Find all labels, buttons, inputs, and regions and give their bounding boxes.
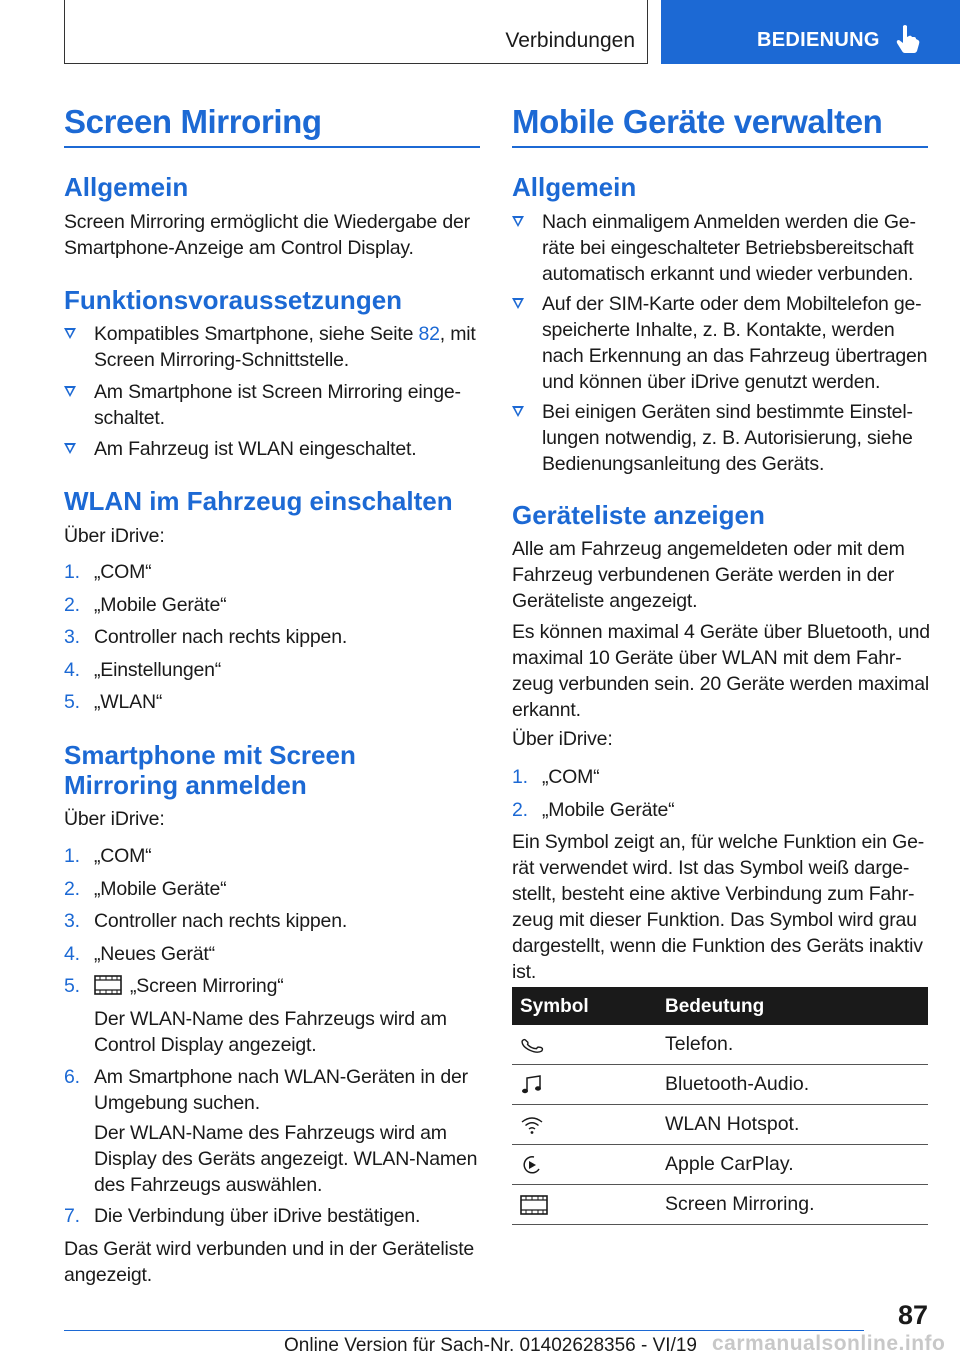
list-item: Bei einigen Geräten sind bestimmte Einstellungen notwendig, z. B. Autorisierung, siehe Bedienungsanleitung des Geräts.: [512, 399, 930, 477]
step-note: Der WLAN-Name des Fahrzeugs wird am Display des Geräts angezeigt. WLAN-Namen des Fahrzeugs auswählen.: [94, 1122, 478, 1196]
heading-allgemein-left: Allgemein: [64, 172, 189, 202]
register-outro: Das Gerät wird verbunden und in der Geräteliste angezeigt.: [64, 1238, 475, 1286]
screen-mirroring-icon: [94, 975, 122, 995]
list-item: Kompatibles Smartphone, siehe Seite 82, mit Screen Mirroring-Schnittstelle.: [64, 321, 484, 373]
table-header-meaning: Bedeutung: [665, 996, 765, 1017]
wifi-icon: [520, 1115, 544, 1135]
music-note-icon: [520, 1075, 544, 1095]
heading-register-line1: Smartphone mit Screen: [64, 740, 356, 770]
step-item: 2. „Mobile Geräte“: [64, 878, 227, 900]
title-rule: [64, 146, 480, 148]
screen-mirroring-icon: [520, 1195, 548, 1215]
step-item: 6. Am Smartphone nach WLAN-Geräten in der Umgebung suchen.: [64, 1066, 468, 1114]
triangle-bullet-icon: [512, 216, 524, 227]
table-header: [512, 987, 928, 1025]
wlan-intro: Über iDrive:: [64, 525, 165, 547]
heading-allgemein-right: Allgemein: [512, 172, 637, 202]
device-list-p1: Alle am Fahrzeug angemeldeten oder mit dem Fahrzeug verbundenen Geräte werden in der Geräteliste angezeigt.: [512, 538, 905, 612]
step-item: 5. „Screen Mirroring“: [64, 975, 284, 997]
table-row: Screen Mirroring.: [512, 1185, 928, 1225]
triangle-bullet-icon: [64, 443, 76, 454]
header-chapter-tab: [661, 0, 960, 64]
list-item: Am Smartphone ist Screen Mirroring eingeschaltet.: [64, 379, 484, 431]
page-title-mobile-devices: Mobile Geräte verwalten: [512, 103, 883, 140]
table-row: Telefon.: [512, 1025, 928, 1065]
footer-text: Online Version für Sach-Nr. 01402628356 - VI/19: [284, 1335, 697, 1356]
phone-icon: [520, 1035, 544, 1055]
header-section-tab: [64, 0, 648, 64]
header-chapter-label: BEDIENUNG: [757, 29, 880, 51]
hand-pointer-icon: [894, 24, 920, 54]
step-item: 2. „Mobile Geräte“: [64, 594, 227, 616]
list-item: Nach einmaligem Anmelden werden die Geräte bei eingeschalteter Betriebsbereitschaft automatisch erkannt und wieder verbunden.: [512, 209, 930, 287]
triangle-bullet-icon: [512, 406, 524, 417]
general-text: Screen Mirroring ermöglicht die Wiedergabe der Smartphone-Anzeige am Control Display.: [64, 211, 470, 259]
heading-device-list: Geräteliste anzeigen: [512, 500, 765, 530]
table-row: Bluetooth-Audio.: [512, 1065, 928, 1105]
step-item: 4. „Neues Gerät“: [64, 943, 215, 965]
step-note: Der WLAN-Name des Fahrzeugs wird am Control Display angezeigt.: [94, 1008, 447, 1056]
table-row: Apple CarPlay.: [512, 1145, 928, 1185]
step-item: 7. Die Verbindung über iDrive bestätigen.: [64, 1205, 421, 1227]
watermark: carmanualsonline.info: [712, 1332, 946, 1355]
step-item: 1. „COM“: [64, 561, 152, 583]
heading-wlan: WLAN im Fahrzeug einschalten: [64, 486, 453, 516]
footer-rule: [64, 1330, 864, 1331]
device-list-p3: Ein Symbol zeigt an, für welche Funktion ein Gerät verwendet wird. Ist das Symbol weiß dargestellt, besteht eine aktive Verbindung zum Fahrzeug mit dieser Funktion. Das Symbol wird grau dargestellt, wenn die Funktion des Geräts inaktiv ist.: [512, 831, 925, 983]
list-item: Auf der SIM-Karte oder dem Mobiltelefon gespeicherte Inhalte, z. B. Kontakte, werden nach Erkennung an das Fahrzeug übertragen und können über iDrive genutzt werden.: [512, 291, 930, 395]
table-header-symbol: Symbol: [520, 996, 589, 1017]
page-number: 87: [897, 1300, 928, 1330]
triangle-bullet-icon: [64, 328, 76, 339]
carplay-icon: [520, 1155, 544, 1175]
triangle-bullet-icon: [512, 298, 524, 309]
header-section-label: Verbindungen: [505, 29, 635, 52]
register-intro: Über iDrive:: [64, 808, 165, 830]
heading-register-line2: Mirroring anmelden: [64, 770, 307, 800]
table-row: WLAN Hotspot.: [512, 1105, 928, 1145]
device-list-intro: Über iDrive:: [512, 728, 613, 750]
step-item: 3. Controller nach rechts kippen.: [64, 910, 348, 932]
step-item: 4. „Einstellungen“: [64, 659, 222, 681]
list-item: Am Fahrzeug ist WLAN eingeschaltet.: [64, 436, 484, 462]
page-link[interactable]: 82: [418, 323, 440, 345]
heading-requirements: Funktionsvoraussetzungen: [64, 285, 403, 315]
step-item: 1. „COM“: [64, 845, 152, 867]
step-item: 3. Controller nach rechts kippen.: [64, 626, 348, 648]
step-item: 1. „COM“: [512, 766, 600, 788]
step-item: 2. „Mobile Geräte“: [512, 799, 675, 821]
title-rule: [512, 146, 928, 148]
device-list-p2: Es können maximal 4 Geräte über Bluetooth, und maximal 10 Geräte über WLAN mit dem Fahrzeug verbunden sein. 20 Geräte werden maximal erkannt.: [512, 621, 930, 721]
page-title-screen-mirroring: Screen Mirroring: [64, 103, 322, 140]
symbol-table: [512, 987, 928, 1225]
step-item: 5. „WLAN“: [64, 691, 163, 713]
triangle-bullet-icon: [64, 386, 76, 397]
